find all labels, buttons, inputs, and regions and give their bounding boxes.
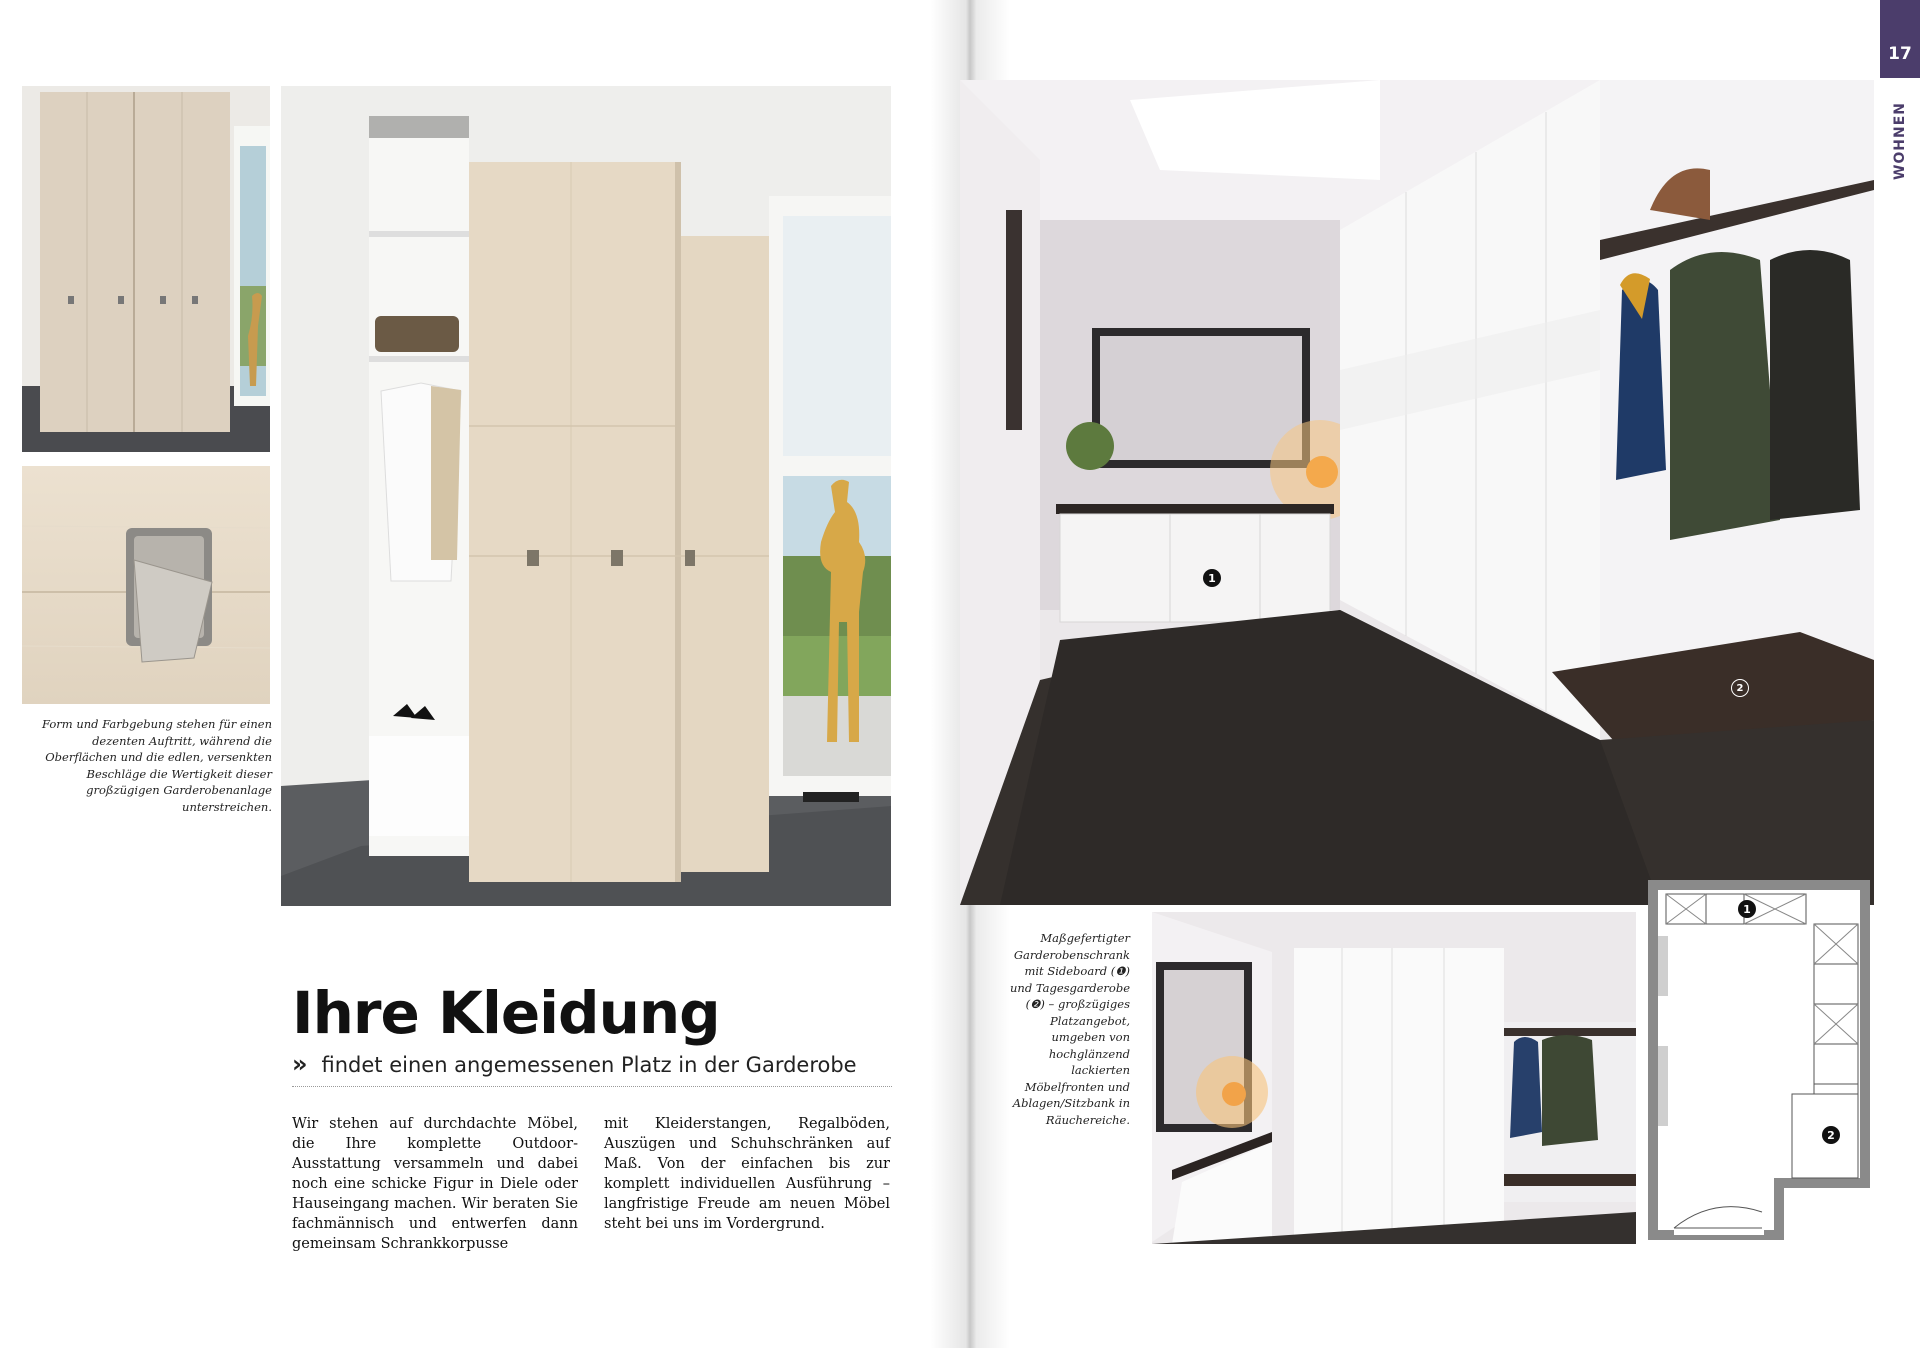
section-tab-bar — [1880, 0, 1920, 30]
article-column-1: Wir stehen auf durchdachte Möbel, die Ihre komplette Outdoor-Ausstattung versammeln und dabei noch eine schicke Figur in Diele oder Hauseingang machen. Wir beraten Sie fachmännisch und entwerfen dann gemeinsam Schrankkorpusse — [292, 1116, 578, 1252]
subline-text: findet einen angemessenen Platz in der Garderobe — [321, 1053, 857, 1077]
marker-2: 2 — [1731, 679, 1749, 697]
handle-detail-photo — [22, 466, 270, 704]
right-image-caption: Maßgefertigter Garderobenschrank mit Sideboard (❶) und Tagesgarderobe (❷) – großzügiges Platzangebot, umgeben von hochglänzend lackierten Möbelfronten und Ablagen/Sitzbank in Räuchereiche. — [1010, 931, 1131, 1127]
plan-marker-2: 2 — [1822, 1126, 1840, 1144]
hallway-main-photo — [960, 80, 1874, 905]
left-image-caption: Form und Farbgebung stehen für einen dezenten Auftritt, während die Oberflächen und die edlen, versenkten Beschläge die Wertigkeit dieser großzügigen Garderobenanlage unterstreichen. — [42, 717, 272, 814]
marker-1: 1 — [1203, 569, 1221, 587]
article-headline: Ihre Kleidung — [292, 979, 720, 1047]
article-column-2: mit Kleiderstangen, Regalböden, Auszügen und Schuhschränken auf Maß. Von der einfachen bis zur komplett individuellen Ausführung – langfristige Freude am neuen Möbel steht bei uns im Vordergrund. — [604, 1116, 890, 1232]
plan-marker-1: 1 — [1738, 900, 1756, 918]
wardrobe-doors-photo — [22, 86, 270, 452]
page-number: 17 — [1880, 30, 1920, 78]
article-subline — [292, 1050, 857, 1078]
dotted-divider — [292, 1086, 892, 1087]
section-label: WOHNEN — [1892, 101, 1908, 181]
chevron-right-icon: » — [292, 1050, 308, 1078]
hallway-detail-photo — [1152, 912, 1636, 1244]
floor-plan — [1644, 876, 1876, 1244]
wardrobe-main-photo — [281, 86, 891, 906]
